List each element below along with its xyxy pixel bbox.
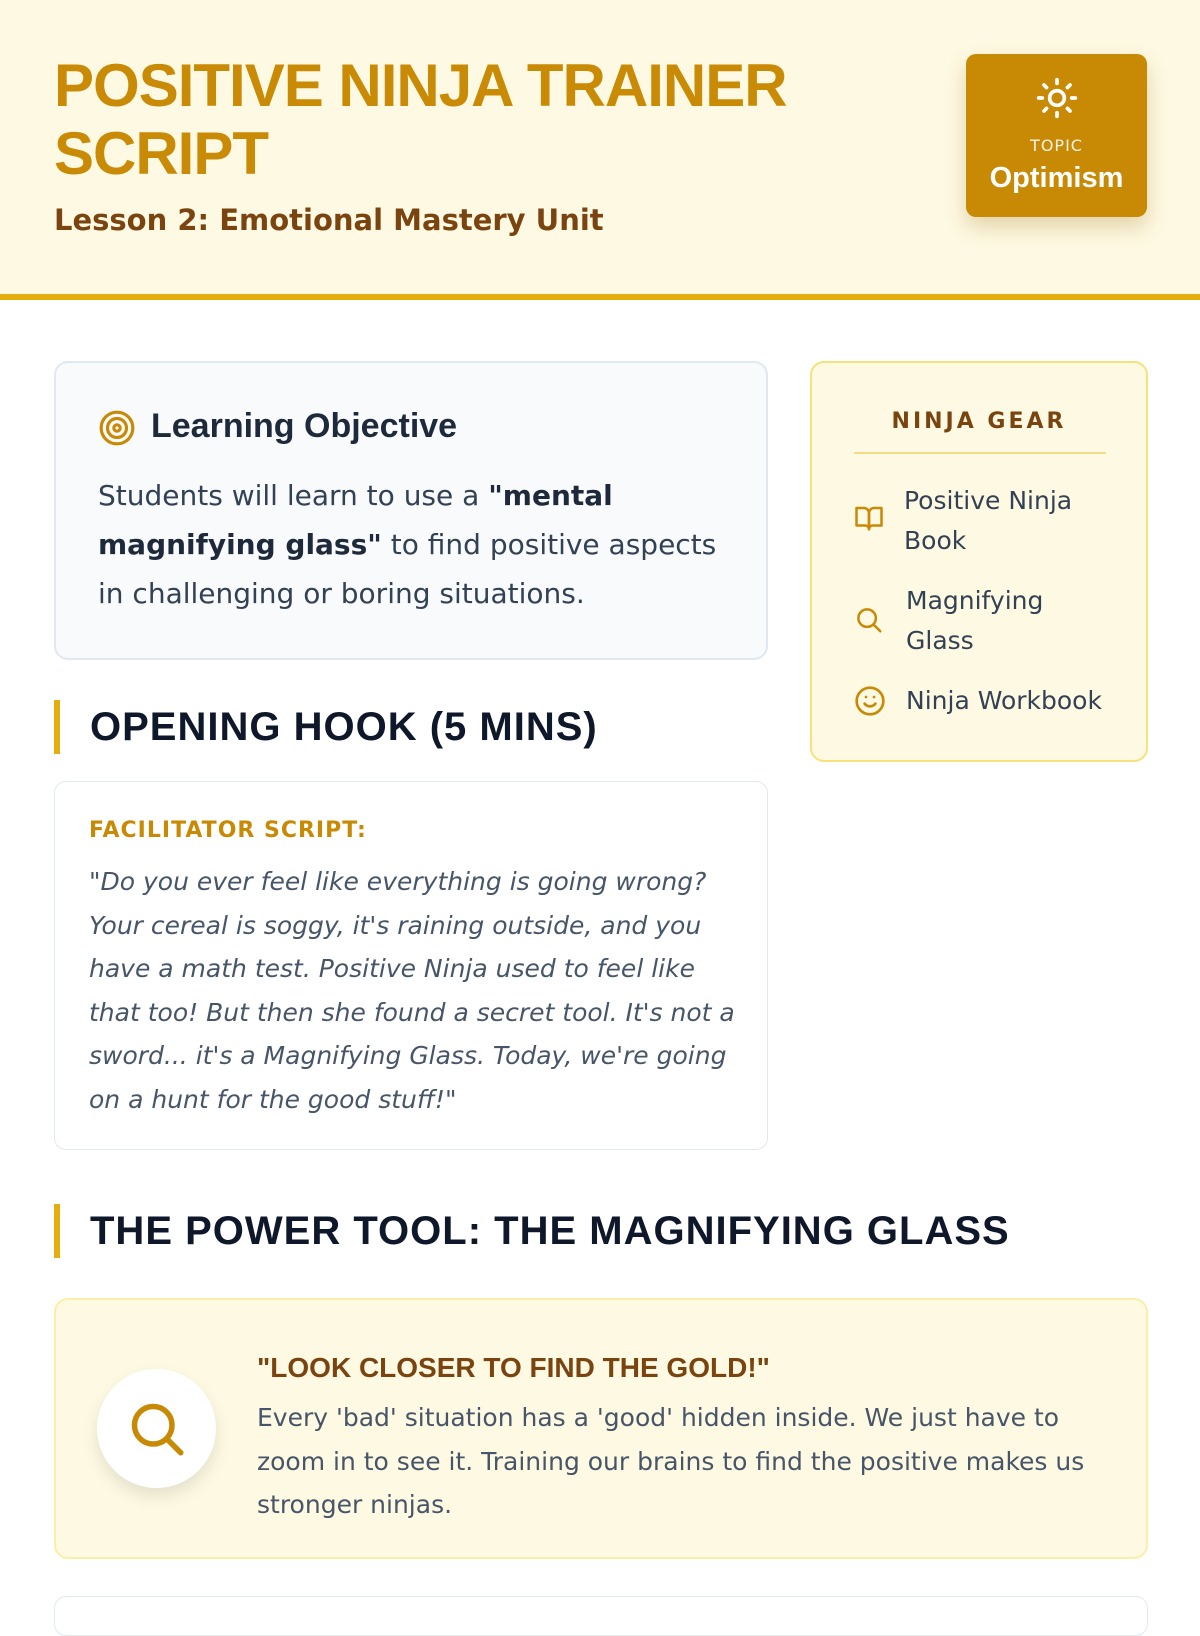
objective-title: Learning Objective: [151, 407, 458, 445]
book-icon: [854, 503, 884, 533]
topic-value: Optimism: [989, 162, 1124, 194]
script-text: "Do you ever feel like everything is going wrong? Your cereal is soggy, it's raining outside, and you have a math test. Positive Ninja used to feel like that too! But then she found a secret tool. It's not a sword... it's a Magnifying Glass. Today, we're going on a hunt for the good stuff!": [89, 867, 735, 1114]
script-label: FACILITATOR SCRIPT:: [89, 818, 367, 843]
page-subtitle: Lesson 2: Emotional Mastery Unit: [54, 203, 604, 237]
facilitator-script-card: [54, 781, 768, 1150]
tool-title: "LOOK CLOSER TO FIND THE GOLD!": [257, 1352, 770, 1383]
tool-text: Every 'bad' situation has a 'good' hidden inside. We just have to zoom in to see it. Training our brains to find the positive makes us stronger ninjas.: [257, 1403, 1085, 1519]
opening-hook-heading: OPENING HOOK (5 MINS): [54, 700, 598, 754]
power-tool-heading: THE POWER TOOL: THE MAGNIFYING GLASS: [54, 1204, 1010, 1258]
gear-item-label: Magnifying Glass: [906, 586, 1044, 655]
topic-badge: [966, 54, 1147, 217]
objective-text: [98, 471, 738, 618]
gear-item-magnifying-glass: [854, 581, 1114, 661]
divider: [854, 452, 1106, 454]
gear-item-workbook: [854, 681, 1114, 721]
ninja-gear-title: NINJA GEAR: [891, 409, 1067, 434]
page-header: [0, 0, 1200, 300]
power-tool-card: [54, 1298, 1148, 1559]
search-icon: [854, 605, 884, 635]
gear-item-book: [854, 481, 1114, 561]
objective-text-end: to find positive aspects in challenging or boring situations.: [98, 528, 717, 610]
learning-objective-card: [54, 361, 768, 660]
page-title: POSITIVE NINJA TRAINER SCRIPT: [54, 52, 787, 187]
objective-text-emphasis: "mental magnifying glass": [98, 479, 613, 561]
gear-item-label: Ninja Workbook: [906, 686, 1102, 715]
tool-icon-circle: [97, 1369, 216, 1488]
sun-icon: [1035, 76, 1079, 120]
objective-text-start: Students will learn to use a: [98, 479, 489, 512]
magnifying-glass-icon: [127, 1399, 187, 1459]
ninja-gear-panel: [810, 361, 1148, 762]
smile-icon: [854, 685, 886, 717]
target-icon: [98, 409, 136, 447]
next-section-card: [54, 1596, 1148, 1636]
gear-item-label: Positive Ninja Book: [904, 486, 1073, 555]
topic-label: TOPIC: [1030, 136, 1083, 155]
